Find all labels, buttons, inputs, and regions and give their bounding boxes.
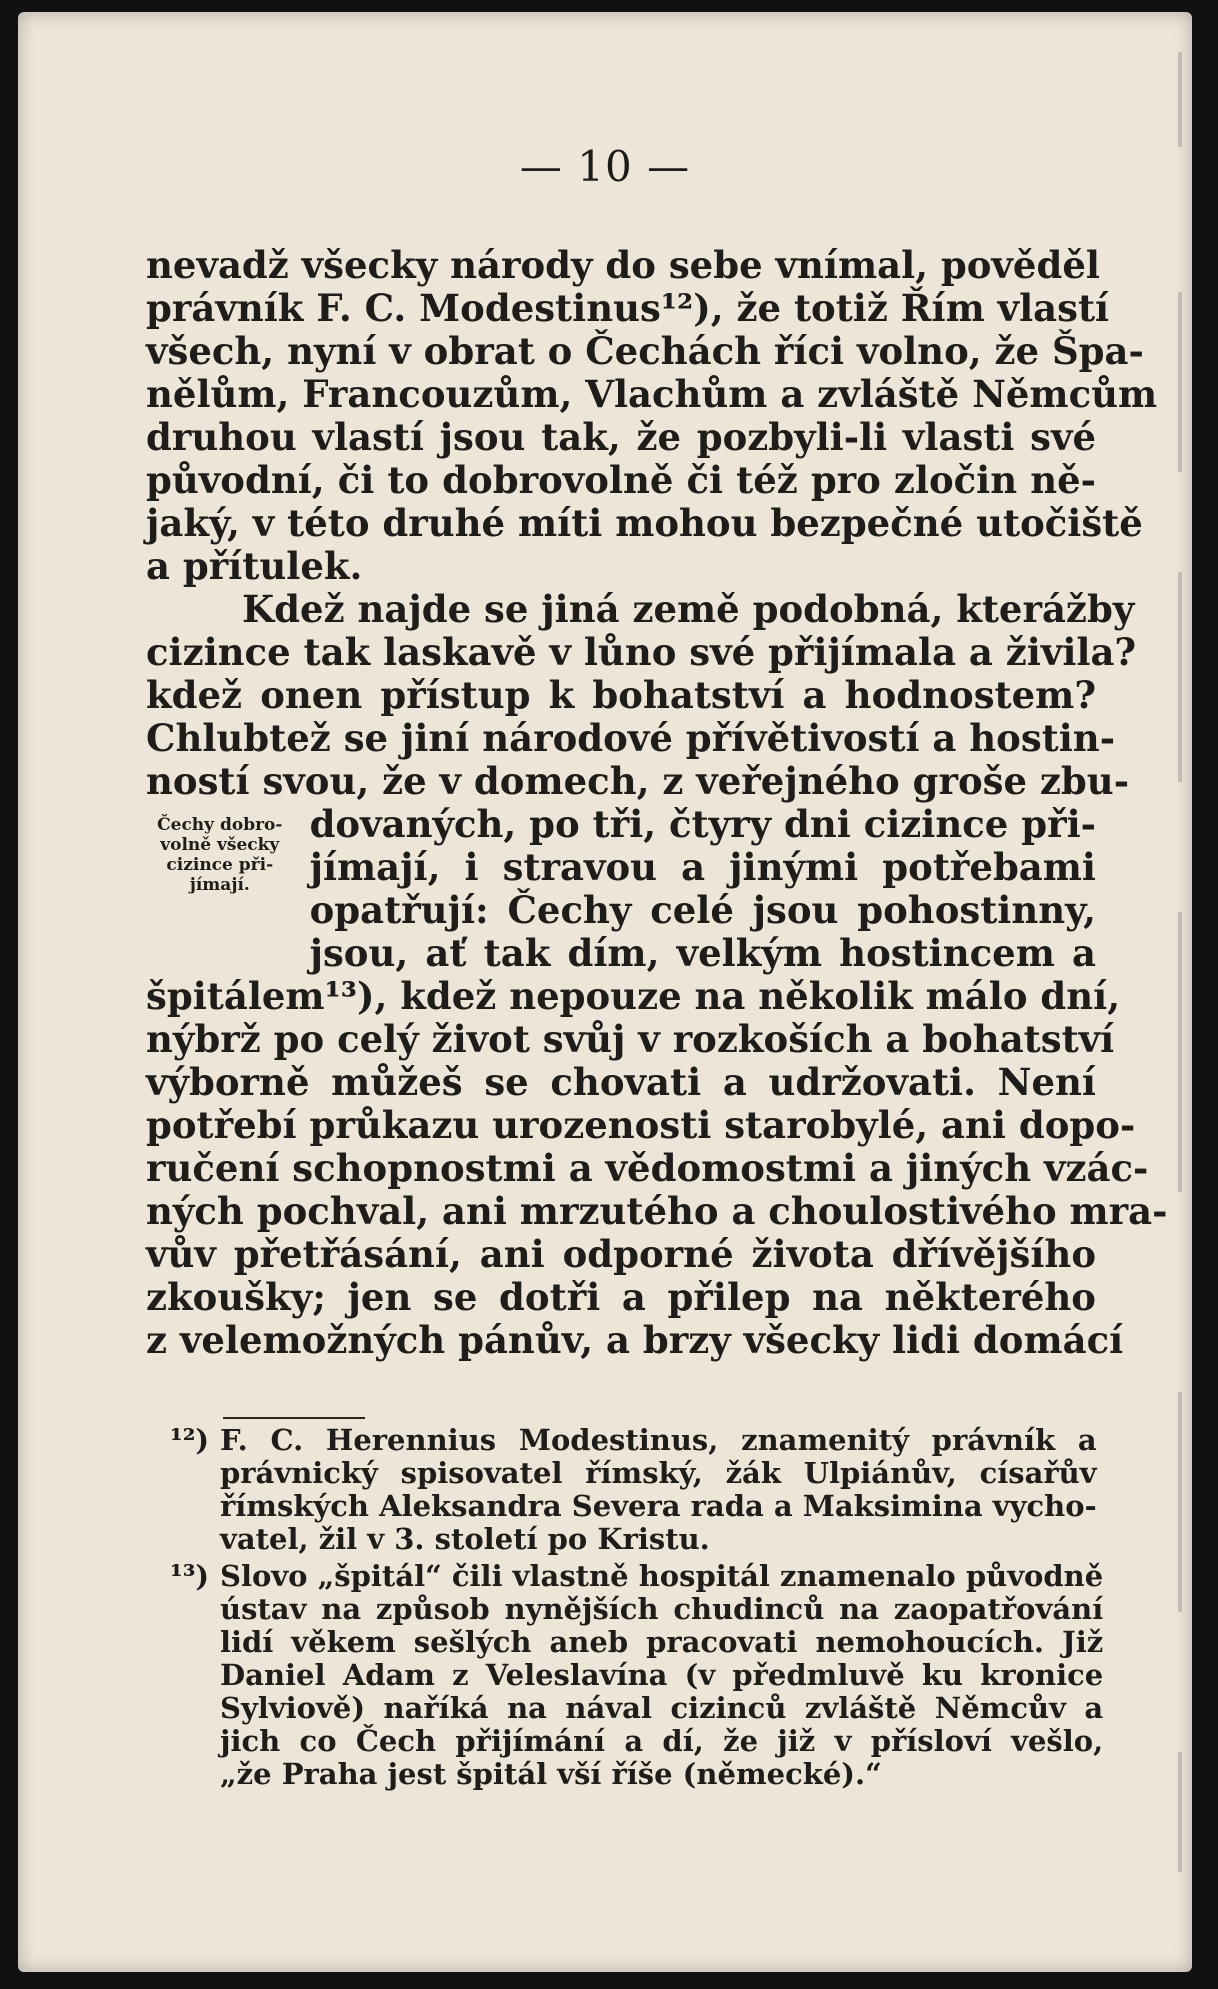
text-line: jaký, v této druhé míti mohou bezpečné utočiště	[146, 501, 1143, 545]
text-line: všech, nyní v obrat o Čechách říci volno, že Špa-	[146, 329, 1144, 373]
text-line: výborně můžeš se chovati a udržovati. Není	[146, 1060, 1096, 1104]
text-line: cizince tak laskavě v lůno své přijímala a živila?	[146, 630, 1137, 674]
text-line: ností svou, že v domech, z veřejného groše zbu-	[146, 759, 1130, 803]
text-line: nevadž všecky národy do sebe vnímal, pověděl	[146, 243, 1100, 287]
footnote-line: F. C. Herennius Modestinus, znamenitý právník a	[220, 1423, 1097, 1457]
footnote-line: jich co Čech přijímání a dí, že již v přísloví vešlo,	[220, 1724, 1104, 1758]
footnote-line: Slovo „špitál“ čili vlastně hospitál znamenalo původně	[220, 1559, 1104, 1593]
footnote-line: lidí věkem sešlých aneb pracovati nemohoucích. Již	[220, 1625, 1104, 1659]
footnotes	[170, 1423, 1104, 1795]
edge-mark	[1178, 912, 1182, 1192]
footnote-line: římských Aleksandra Severa rada a Maksimina vycho-	[220, 1489, 1097, 1523]
text-line: právník F. C. Modestinus¹²), že totiž Řím vlastí	[146, 286, 1110, 330]
footnote-text	[220, 1560, 1103, 1791]
page-number: — 10 —	[519, 142, 691, 191]
footnote-text	[220, 1424, 1097, 1556]
text-line: Kdež najde se jiná země podobná, kterážby	[242, 587, 1135, 631]
margin-note-line: volně všecky	[160, 835, 280, 855]
margin-note-line: cizince při-	[166, 855, 274, 875]
footnote-line: Daniel Adam z Veleslavína (v předmluvě ku kronice	[220, 1658, 1104, 1692]
book-page	[18, 12, 1192, 1972]
edge-mark	[1178, 1392, 1182, 1612]
text-line: zkoušky; jen se dotři a přilep na některého	[146, 1275, 1096, 1319]
footnote-12	[170, 1423, 1097, 1556]
margin-note-line: Čechy dobro-	[157, 815, 283, 835]
text-line: potřebí průkazu urozenosti starobylé, ani dopo-	[146, 1103, 1136, 1147]
edge-mark	[1178, 1752, 1182, 1872]
text-line: ručení schopnostmi a vědomostmi a jiných vzác-	[146, 1146, 1149, 1190]
text-line: nýbrž po celý život svůj v rozkoších a bohatství	[146, 1017, 1115, 1061]
footnote-line: Sylviově) naříká na nával cizinců zvláště Němcův a	[220, 1691, 1104, 1725]
margin-note-line: jímají.	[189, 875, 250, 895]
margin-note	[146, 815, 294, 895]
text-line: špitálem¹³), kdež nepouze na několik málo dní,	[146, 974, 1121, 1018]
edge-mark	[1178, 292, 1182, 472]
main-text	[146, 243, 1168, 1362]
text-line: z velemožných pánův, a brzy všecky lidi domácí	[146, 1318, 1124, 1362]
margin-text-block	[310, 803, 1096, 975]
text-line: dovaných, po tři, čtyry dni cizince při-	[309, 802, 1096, 846]
edge-mark	[1178, 52, 1182, 147]
footnote-line: vatel, žil v 3. století po Kristu.	[220, 1522, 710, 1556]
text-line: nělům, Francouzům, Vlachům a zvláště Němcům	[146, 372, 1158, 416]
footnote-label: ¹²)	[170, 1423, 210, 1457]
footnote-line: „že Praha jest špitál vší říše (německé).“	[220, 1757, 882, 1791]
text-line: ných pochval, ani mrzutého a choulostivého mra-	[146, 1189, 1168, 1233]
footnote-line: ústav na způsob nynějších chudinců na zaopatřování	[220, 1592, 1104, 1626]
text-line: opatřují: Čechy celé jsou pohostinny,	[309, 888, 1096, 932]
footnote-13	[170, 1559, 1104, 1791]
footnote-separator	[223, 1417, 365, 1419]
text-line: vův přetřásání, ani odporné života dřívějšího	[146, 1232, 1096, 1276]
footnote-label: ¹³)	[170, 1559, 210, 1593]
text-line: kdež onen přístup k bohatství a hodnostem?	[146, 673, 1096, 717]
page-edge-marks	[1172, 52, 1182, 1952]
edge-mark	[1178, 572, 1182, 782]
text-line: druhou vlastí jsou tak, že pozbyli-li vlasti své	[146, 415, 1096, 459]
text-line: a přítulek.	[146, 544, 363, 588]
text-line: původní, či to dobrovolně či též pro zločin ně-	[146, 458, 1096, 502]
margin-note-row	[146, 803, 1096, 975]
text-line: jsou, ať tak dím, velkým hostincem a	[309, 931, 1096, 975]
text-line: Chlubtež se jiní národové přívětivostí a hostin-	[146, 716, 1116, 760]
text-line: jímají, i stravou a jinými potřebami	[309, 845, 1096, 889]
footnote-line: právnický spisovatel římský, žák Ulpiánův, císařův	[220, 1456, 1097, 1490]
